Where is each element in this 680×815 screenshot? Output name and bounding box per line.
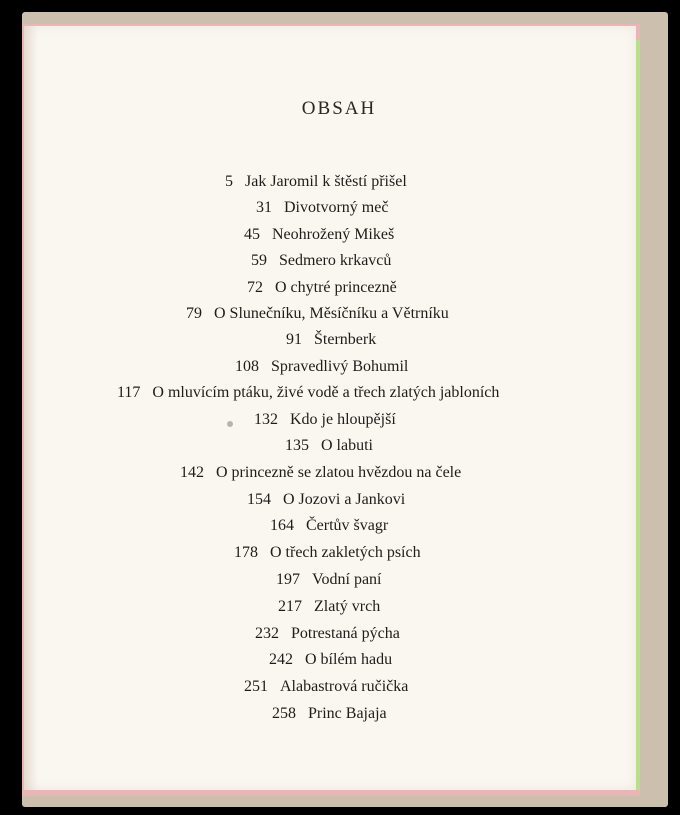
toc-page-number: 232	[255, 625, 279, 642]
toc-entry	[244, 678, 408, 696]
toc-page-number: 251	[244, 678, 268, 695]
toc-title: O bílém hadu	[305, 651, 393, 668]
toc-entry	[117, 384, 499, 402]
toc-title: Divotvorný meč	[284, 199, 389, 216]
toc-title: Alabastrová ručička	[280, 678, 409, 695]
toc-page-number: 132	[254, 411, 278, 428]
toc-entry	[251, 252, 391, 270]
page-smudge	[227, 421, 233, 427]
toc-title: Čertův švagr	[306, 517, 389, 534]
toc-title: O mluvícím ptáku, živé vodě a třech zlatých jabloních	[152, 384, 500, 401]
page-title: OBSAH	[301, 98, 377, 119]
toc-page-number: 154	[247, 491, 271, 508]
toc-title: O chytré princezně	[275, 279, 397, 296]
toc-title: O Jozovi a Jankovi	[283, 491, 406, 508]
toc-page-number: 79	[186, 305, 202, 322]
toc-entry	[255, 625, 400, 643]
toc-page-number: 72	[247, 279, 263, 296]
toc-page-number: 5	[225, 173, 233, 190]
toc-page-number: 142	[180, 464, 204, 481]
toc-entry	[186, 305, 449, 323]
toc-title: O labuti	[321, 437, 373, 454]
toc-page-number: 178	[234, 544, 258, 561]
toc-title: O Slunečníku, Měsíčníku a Větrníku	[214, 305, 449, 322]
toc-page-number: 117	[117, 384, 141, 401]
toc-page-number: 45	[244, 226, 260, 243]
toc-title: O princezně se zlatou hvězdou na čele	[216, 464, 462, 481]
toc-entry	[269, 651, 392, 669]
toc-title: Šternberk	[314, 331, 377, 348]
toc-entry	[286, 331, 376, 349]
toc-page-number: 31	[256, 199, 272, 216]
toc-entry	[244, 226, 394, 244]
toc-title: Neohrožený Mikeš	[272, 226, 395, 243]
toc-entry	[256, 199, 388, 217]
book-page	[24, 26, 636, 790]
toc-entry	[235, 358, 408, 376]
toc-page-number: 258	[272, 705, 296, 722]
toc-title: Vodní paní	[312, 571, 382, 588]
toc-page-number: 242	[269, 651, 293, 668]
toc-title: Potrestaná pýcha	[291, 625, 400, 642]
toc-entry	[247, 279, 397, 297]
toc-title: Zlatý vrch	[314, 598, 381, 615]
toc-page-number: 164	[270, 517, 294, 534]
toc-entry	[254, 411, 396, 429]
toc-page-number: 217	[278, 598, 302, 615]
toc-entry	[272, 705, 387, 723]
toc-title: Princ Bajaja	[308, 705, 387, 722]
toc-page-number: 108	[235, 358, 259, 375]
toc-entry	[180, 464, 461, 482]
toc-title: Jak Jaromil k štěstí přišel	[245, 173, 407, 190]
toc-entry	[270, 517, 388, 535]
toc-page-number: 197	[276, 571, 300, 588]
toc-page-number: 59	[251, 252, 267, 269]
toc-entry	[276, 571, 381, 589]
spine-shadow	[24, 26, 38, 790]
toc-entry	[234, 544, 421, 562]
toc-title: Spravedlivý Bohumil	[271, 358, 409, 375]
toc-title: Sedmero krkavců	[279, 252, 392, 269]
toc-page-number: 135	[285, 437, 309, 454]
toc-entry	[225, 173, 407, 191]
toc-page-number: 91	[286, 331, 302, 348]
toc-title: O třech zakletých psích	[270, 544, 421, 561]
toc-title: Kdo je hloupější	[290, 411, 396, 428]
toc-entry	[285, 437, 373, 455]
toc-entry	[247, 491, 405, 509]
toc-entry	[278, 598, 380, 616]
